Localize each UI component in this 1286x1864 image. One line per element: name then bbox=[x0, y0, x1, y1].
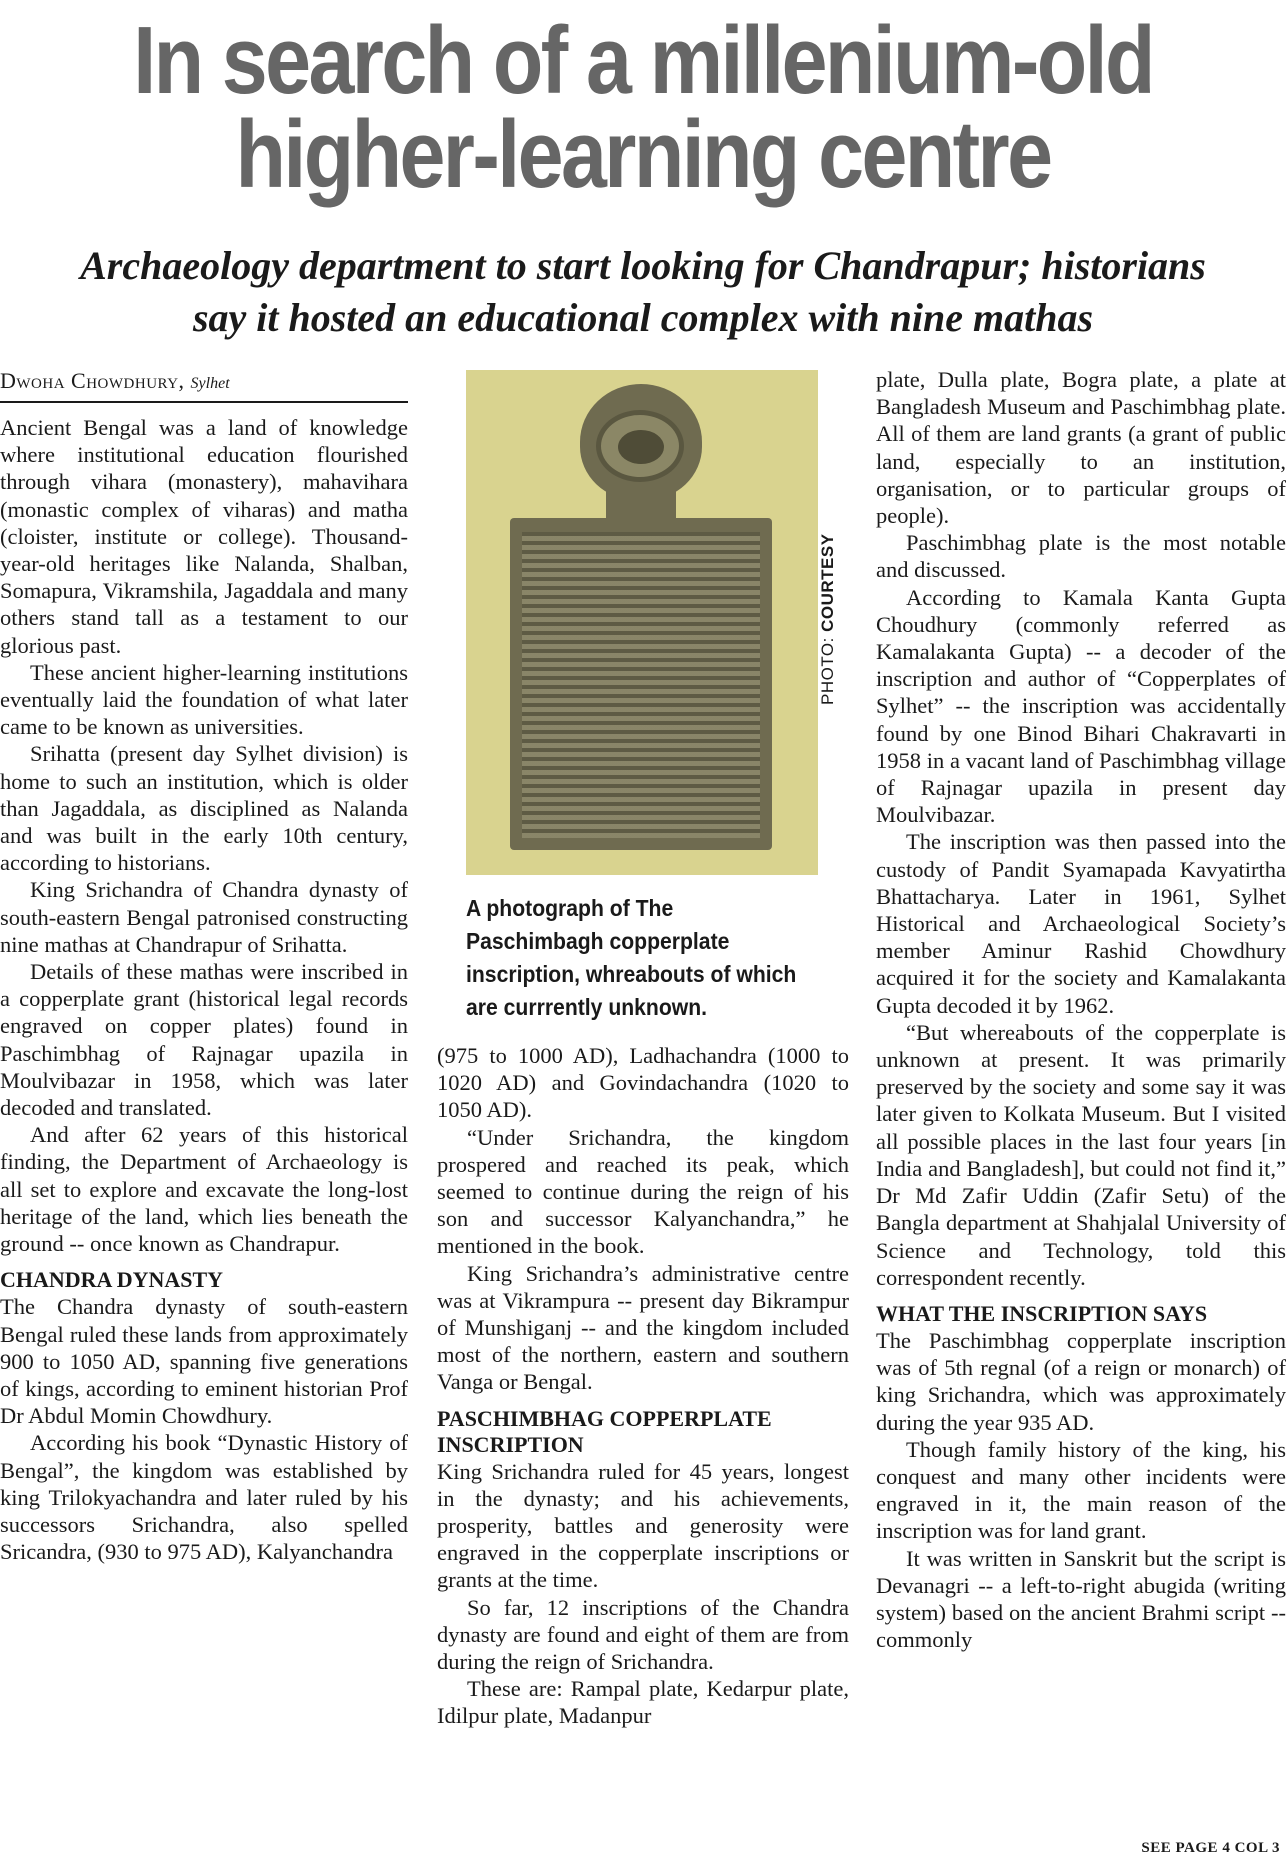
byline-author: Dwoha Chowdhury, bbox=[0, 368, 185, 393]
continuation-line: SEE PAGE 4 COL 3 bbox=[1141, 1840, 1280, 1856]
paragraph: plate, Dulla plate, Bogra plate, a plate at Bangladesh Museum and Paschimbhag plate. All of them are land grants (a grant of public land, especially to an institution, organisation, or to particular groups of people). bbox=[876, 367, 1286, 529]
paragraph: Though family history of the king, his conquest and many other incidents were engraved in it, the main reason of the inscription was for land grant. bbox=[876, 1436, 1286, 1544]
inscription-texture bbox=[522, 532, 760, 838]
paragraph: “But whereabouts of the copperplate is unknown at present. It was primarily preserved by the society and some say it was later given to Kolkata Museum. But I visited all possible places in the last four years [in India and Bangladesh], but could not find it,” Dr Md Zafir Uddin (Zafir Setu) of the Bangla department at Shahjalal University of Science and Technology, told this correspondent recently. bbox=[876, 1019, 1286, 1290]
paragraph: The Chandra dynasty of south-eastern Bengal ruled these lands from approximately 900 to 1050 AD, spanning five generations of kings, according to eminent historian Prof Dr Abdul Momin Chowdhury. bbox=[0, 1294, 408, 1429]
subheadline bbox=[0, 240, 1286, 344]
article-column-2 bbox=[437, 1042, 849, 1730]
subheadline-line-2: say it hosted an educational complex with nine mathas bbox=[192, 295, 1094, 340]
photo-caption: A photograph of The Paschimbagh copperplate inscription, whreabouts of which are currrently unknown. bbox=[466, 895, 797, 1020]
byline-location: Sylhet bbox=[190, 375, 230, 392]
headline-line-1: In search of a millenium-old bbox=[133, 7, 1153, 114]
paragraph: So far, 12 inscriptions of the Chandra dynasty are found and eight of them are from during the reign of Srichandra. bbox=[437, 1594, 849, 1675]
subheadline-line-1: Archaeology department to start looking for Chandrapur; historians bbox=[80, 243, 1206, 288]
headline-line-2: higher-learning centre bbox=[235, 101, 1051, 208]
paragraph: King Srichandra’s administrative centre was at Vikrampura -- present day Bikrampur of Munshiganj -- and the kingdom included most of the northern, eastern and southern Vanga or Bengal. bbox=[437, 1260, 849, 1395]
section-heading: PASCHIMBHAG COPPERPLATE INSCRIPTION bbox=[437, 1405, 772, 1457]
paragraph: According to Kamala Kanta Gupta Choudhury (commonly referred as Kamalakanta Gupta) -- a decoder of the inscription and author of “Copperplates of Sylhet” -- the inscription was accidentally found by one Binod Bihari Chakravarti in 1958 in a vacant land of Paschimbhag village of Rajnagar upazila in present day Moulvibazar. bbox=[876, 584, 1286, 828]
seal-emblem bbox=[618, 430, 664, 464]
paragraph: The Paschimbhag copperplate inscription was of 5th regnal (of a reign or monarch) of king Srichandra, which was approximately during the year 935 AD. bbox=[876, 1327, 1286, 1435]
paragraph: Ancient Bengal was a land of knowledge where institutional education flourished through vihara (monastery), mahavihara (monastic complex of viharas) and matha (cloister, institute or college). Thousand-year-old heritages like Nalanda, Shalban, Somapura, Vikramshila, Jagaddala and many others stand tall as a testament to our glorious past. bbox=[0, 415, 408, 658]
section-heading: CHANDRA DYNASTY bbox=[0, 1267, 224, 1293]
paragraph: (975 to 1000 AD), Ladhachandra (1000 to 1020 AD) and Govindachandra (1020 to 1050 AD). bbox=[437, 1043, 849, 1123]
copperplate-photo bbox=[466, 370, 818, 875]
paragraph: Srihatta (present day Sylhet division) is home to such an institution, which is older than Jagaddala, as disciplined as Nalanda and was built in the early 10th century, according to historians. bbox=[0, 741, 408, 876]
headline bbox=[90, 7, 1196, 208]
photo-credit bbox=[818, 533, 838, 705]
paragraph: These ancient higher-learning institutions eventually laid the foundation of what later came to be known as universities. bbox=[0, 659, 408, 740]
paragraph: Paschimbhag plate is the most notable and discussed. bbox=[876, 530, 1286, 583]
paragraph: These are: Rampal plate, Kedarpur plate, Idilpur plate, Madanpur bbox=[437, 1676, 849, 1729]
paragraph: It was written in Sanskrit but the script is Devanagri -- a left-to-right abugida (writing system) based on the ancient Brahmi script -- commonly bbox=[876, 1545, 1286, 1653]
paragraph: According his book “Dynastic History of Bengal”, the kingdom was established by king Trilokyachandra and later ruled by his successors Srichandra, also spelled Sricandra, (930 to 975 AD), Kalyanchandra bbox=[0, 1430, 408, 1565]
byline bbox=[0, 370, 408, 403]
article-column-1 bbox=[0, 414, 408, 1565]
photo-credit-source: COURTESY bbox=[818, 533, 837, 632]
paragraph: Details of these mathas were inscribed in a copperplate grant (historical legal records engraved on copper plates) found in Paschimbhag of Rajnagar upazila in Moulvibazar in 1958, which was later decoded and translated. bbox=[0, 959, 408, 1121]
section-heading: WHAT THE INSCRIPTION SAYS bbox=[876, 1300, 1208, 1326]
paragraph: King Srichandra of Chandra dynasty of south-eastern Bengal patronised constructing nine mathas at Chandrapur of Srihatta. bbox=[0, 877, 408, 957]
paragraph: “Under Srichandra, the kingdom prospered and reached its peak, which seemed to continue during the reign of his son and successor Kalyanchandra,” he mentioned in the book. bbox=[437, 1124, 849, 1259]
article-column-3 bbox=[876, 366, 1286, 1653]
photo-credit-prefix: PHOTO: bbox=[818, 631, 837, 705]
paragraph: King Srichandra ruled for 45 years, longest in the dynasty; and his achievements, prosperity, battles and generosity were engraved in the copperplate inscriptions or grants at the time. bbox=[437, 1458, 849, 1593]
paragraph: And after 62 years of this historical finding, the Department of Archaeology is all set to explore and excavate the long-lost heritage of the land, which lies beneath the ground -- once known as Chandrapur. bbox=[0, 1122, 408, 1257]
paragraph: The inscription was then passed into the custody of Pandit Syamapada Kavyatirtha Bhattacharya. Later in 1961, Sylhet Historical and Archaeological Society’s member Aminur Rashid Chowdhury acquired it for the society and Kamalakanta Gupta decoded it by 1962. bbox=[876, 829, 1286, 1018]
